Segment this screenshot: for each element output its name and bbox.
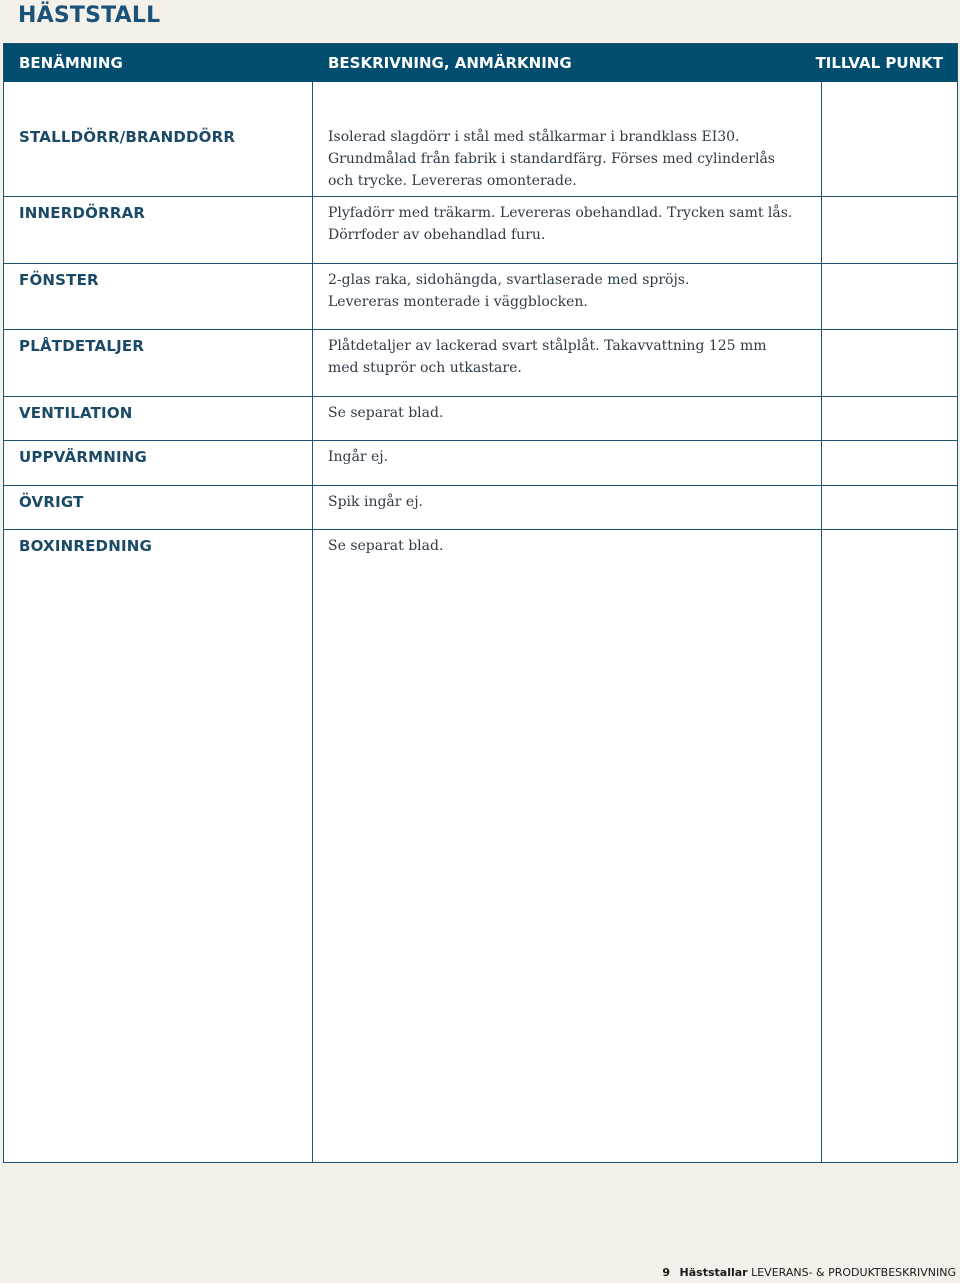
footer-section: LEVERANS- & PRODUKTBESKRIVNING bbox=[751, 1266, 956, 1279]
description-line: Grundmålad från fabrik i standardfärg. Förses med cylinderlås bbox=[328, 151, 775, 167]
row-description bbox=[328, 535, 808, 557]
description-line: Se separat blad. bbox=[328, 405, 444, 421]
row-description bbox=[328, 491, 808, 513]
row-name: PLÅTDETALJER bbox=[19, 337, 145, 355]
page-title: HÄSTSTALL bbox=[18, 3, 161, 28]
delivery-table bbox=[3, 43, 958, 1163]
description-line: Isolerad slagdörr i stål med stålkarmar i brandklass EI30. bbox=[328, 129, 740, 145]
row-name: UPPVÄRMNING bbox=[19, 448, 148, 466]
description-line: Plyfadörr med träkarm. Levereras obehandlad. Trycken samt lås. bbox=[328, 205, 793, 221]
table-header bbox=[4, 44, 957, 82]
description-line: 2-glas raka, sidohängda, svartlaserade med spröjs. bbox=[328, 272, 690, 288]
table-row bbox=[4, 263, 957, 329]
table-row bbox=[4, 396, 957, 440]
table-row bbox=[4, 529, 957, 573]
table-row bbox=[4, 196, 957, 263]
description-line: Ingår ej. bbox=[328, 449, 389, 465]
description-line: med stuprör och utkastare. bbox=[328, 360, 522, 376]
footer-product: Häststallar bbox=[679, 1266, 748, 1279]
row-name: STALLDÖRR/BRANDDÖRR bbox=[19, 128, 236, 146]
header-description: BESKRIVNING, ANMÄRKNING bbox=[328, 54, 572, 72]
description-line: och trycke. Levereras omonterade. bbox=[328, 173, 577, 189]
row-description bbox=[328, 335, 808, 379]
row-description bbox=[328, 126, 808, 192]
row-description bbox=[328, 269, 808, 313]
row-name: ÖVRIGT bbox=[19, 493, 84, 511]
page-footer bbox=[662, 1263, 956, 1283]
table-row bbox=[4, 120, 957, 196]
table-row bbox=[4, 485, 957, 529]
row-description bbox=[328, 202, 808, 246]
table-row bbox=[4, 440, 957, 485]
description-line: Se separat blad. bbox=[328, 538, 444, 554]
header-name: BENÄMNING bbox=[19, 54, 123, 72]
row-description bbox=[328, 446, 808, 468]
page-number: 9 bbox=[662, 1266, 671, 1279]
table-row bbox=[4, 329, 957, 396]
row-name: BOXINREDNING bbox=[19, 537, 152, 555]
description-line: Spik ingår ej. bbox=[328, 494, 423, 510]
header-option: TILLVAL PUNKT bbox=[815, 54, 943, 72]
row-name: FÖNSTER bbox=[19, 271, 99, 289]
description-line: Levereras monterade i väggblocken. bbox=[328, 294, 588, 310]
row-name: INNERDÖRRAR bbox=[19, 204, 146, 222]
row-description bbox=[328, 402, 808, 424]
description-line: Plåtdetaljer av lackerad svart stålplåt. Takavvattning 125 mm bbox=[328, 338, 767, 354]
row-name: VENTILATION bbox=[19, 404, 133, 422]
description-line: Dörrfoder av obehandlad furu. bbox=[328, 227, 546, 243]
